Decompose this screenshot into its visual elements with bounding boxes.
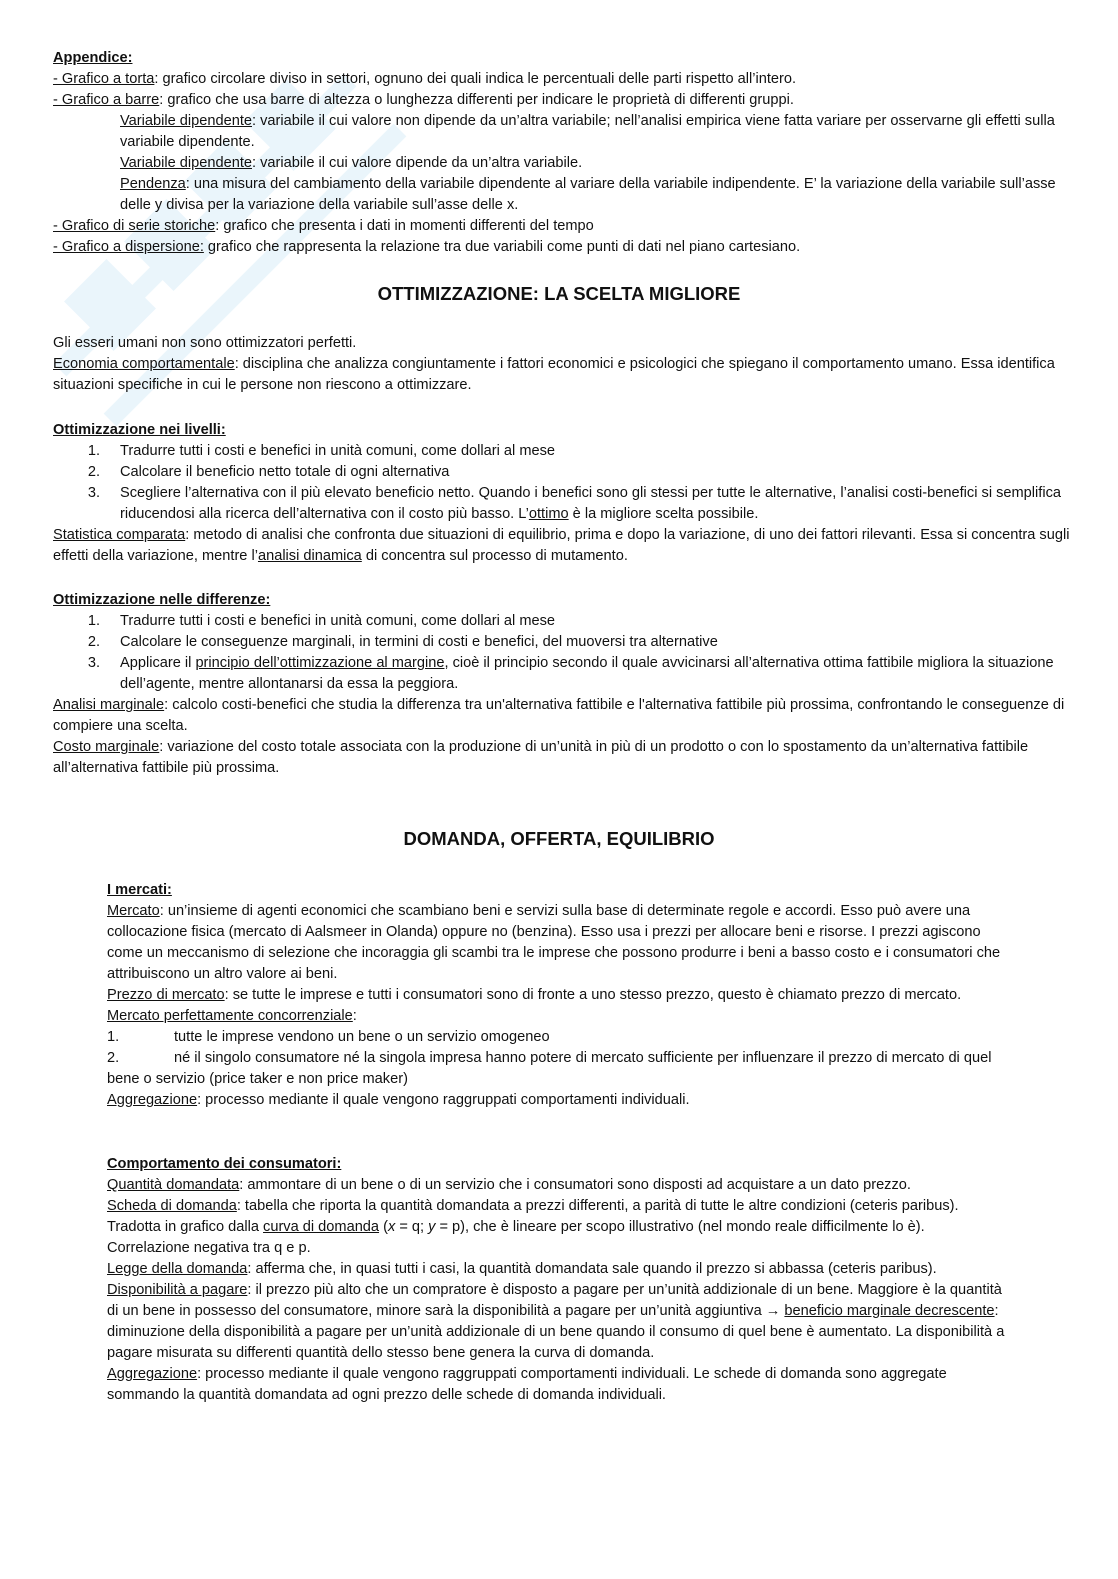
def-aggregazione-2: Aggregazione: processo mediante il quale vengono raggruppati comportamenti individuali. Le schede di domanda sono aggregate sommando la quantità domandata ad ogni prezzo delle schede di domanda individuali. xyxy=(107,1366,947,1403)
def-variabile-dipendente: Variabile dipendente: variabile il cui valore dipende da un’altra variabile. xyxy=(120,155,583,171)
ottimizzazione-livelli xyxy=(53,420,1073,567)
def-pendenza: Pendenza: una misura del cambiamento della variabile dipendente al variare della variabile indipendente. E’ la variazione della variabile sull’asse delle y divisa per la variazione della variabile sull’asse delle x. xyxy=(120,176,1056,213)
consumatori-section xyxy=(107,1154,1007,1406)
list-item: 3. Scegliere l’alternativa con il più elevato beneficio netto. Quando i benefici sono gli stessi per tutte le alternative, l’analisi costi-benefici si semplifica riducendosi alla ricerca dell’alternativa con il costo più basso. L’ottimo è la migliore scelta possibile. xyxy=(87,485,1061,522)
def-analisi-marginale: Analisi marginale: calcolo costi-benefici che studia la differenza tra un'alternativa fattibile e l'alternativa fattibile più prossima, confrontando le conseguenze di compiere una scelta. xyxy=(53,697,1065,734)
list-item: 2. né il singolo consumatore né la singola impresa hanno potere di mercato sufficiente per influenzare il prezzo di mercato di quel bene o servizio (price taker e non price maker) xyxy=(107,1050,992,1087)
list-item: 2. Calcolare le conseguenze marginali, in termini di costi e benefici, del muoversi tra alternative xyxy=(87,634,718,650)
def-costo-marginale: Costo marginale: variazione del costo totale associata con la produzione di un’unità in più di un prodotto o con lo spostamento da un’alternativa fattibile all’alternativa fattibile più prossima. xyxy=(53,739,1029,776)
differenze-heading: Ottimizzazione nelle differenze: xyxy=(53,592,271,608)
mercati-section xyxy=(107,880,1007,1111)
section-title-domanda: DOMANDA, OFFERTA, EQUILIBRIO xyxy=(403,828,715,849)
list-item: 2. Calcolare il beneficio netto totale di ogni alternativa xyxy=(87,464,450,480)
list-item: 1. Tradurre tutti i costi e benefici in unità comuni, come dollari al mese xyxy=(87,443,556,459)
list-item: 1. Tradurre tutti i costi e benefici in unità comuni, come dollari al mese xyxy=(87,613,556,629)
intro-text: Gli esseri umani non sono ottimizzatori perfetti. xyxy=(53,335,357,351)
def-legge-domanda: Legge della domanda: afferma che, in quasi tutti i casi, la quantità domandata sale quando il prezzo si abbassa (ceteris paribus). xyxy=(107,1261,937,1277)
def-grafico-barre: - Grafico a barre: grafico che usa barre di altezza o lunghezza differenti per indicare le proprietà di differenti gruppi. xyxy=(53,92,794,108)
list-item: 1. tutte le imprese vendono un bene o un servizio omogeneo xyxy=(107,1029,550,1045)
ottimizzazione-intro xyxy=(53,333,1073,396)
mercati-heading: I mercati: xyxy=(107,882,172,898)
def-variabile-indipendente: Variabile dipendente: variabile il cui valore non dipende da un’altra variabile; nell’analisi empirica viene fatta variare per osservarne gli effetti sulla variabile dipendente. xyxy=(120,113,1055,150)
def-economia-comportamentale: Economia comportamentale: disciplina che analizza congiuntamente i fattori economici e psicologici che spiegano il comportamento umano. Essa identifica situazioni specifiche in cui le persone non riescono a ottimizzare. xyxy=(53,356,1055,393)
def-mercato: Mercato: un’insieme di agenti economici che scambiano beni e servizi sulla base di determinate regole e accordi. Esso può avere una collocazione fisica (mercato di Aalsmeer in Olanda) oppure no (benzina). Esso usa i prezzi per allocare beni e risorse. I prezzi agiscono come un meccanismo di selezione che incoraggia gli scambi tra le imprese che possono produrre i beni a basso costo e i consumatori che attribuiscono un altro valore ai beni. xyxy=(107,903,1001,982)
ottimizzazione-differenze xyxy=(53,590,1073,779)
def-serie-storiche: - Grafico di serie storiche: grafico che presenta i dati in momenti differenti del tempo xyxy=(53,218,594,234)
def-quantita-domandata: Quantità domandata: ammontare di un bene o di un servizio che i consumatori sono disposti ad acquistare a un dato prezzo. xyxy=(107,1177,911,1193)
list-item: 3. Applicare il principio dell’ottimizzazione al margine, cioè il principio secondo il quale avvicinarsi all’alternativa ottima fattibile migliora la situazione dell’agente, mentre allontanarsi da essa la peggiora. xyxy=(87,655,1054,692)
consumatori-heading: Comportamento dei consumatori: xyxy=(107,1156,342,1172)
section-title-ottimizzazione: OTTIMIZZAZIONE: LA SCELTA MIGLIORE xyxy=(377,283,741,304)
def-scheda-domanda: Scheda di domanda: tabella che riporta la quantità domandata a prezzi differenti, a parità di tutte le altre condizioni (ceteris paribus). Tradotta in grafico dalla curva di domanda (x = q; y = p), che è lineare per scopo illustrativo (nel mondo reale difficilmente lo è). Correlazione negativa tra q e p. xyxy=(107,1198,959,1256)
def-dispersione: - Grafico a dispersione: grafico che rappresenta la relazione tra due variabili come punti di dati nel piano cartesiano. xyxy=(53,239,801,255)
appendice-section xyxy=(53,48,1073,258)
def-mercato-concorrenziale: Mercato perfettamente concorrenziale: xyxy=(107,1008,357,1024)
appendice-heading: Appendice: xyxy=(53,50,133,66)
def-prezzo-mercato: Prezzo di mercato: se tutte le imprese e tutti i consumatori sono di fronte a uno stesso prezzo, questo è chiamato prezzo di mercato. xyxy=(107,987,962,1003)
def-aggregazione: Aggregazione: processo mediante il quale vengono raggruppati comportamenti individuali. xyxy=(107,1092,690,1108)
livelli-heading: Ottimizzazione nei livelli: xyxy=(53,422,226,438)
def-disponibilita-pagare: Disponibilità a pagare: il prezzo più alto che un compratore è disposto a pagare per un’unità addizionale di un bene. Maggiore è la quantità di un bene in possesso del consumatore, minore sarà la disponibilità a pagare per un’unità aggiuntiva → beneficio marginale decrescente: diminuzione della disponibilità a pagare per un’unità addizionale di un bene quando il consumo di quel bene è aumentato. La disponibilità a pagare misurata su differenti quantità dello stesso bene genera la curva di domanda. xyxy=(107,1282,1005,1361)
def-grafico-torta: - Grafico a torta: grafico circolare diviso in settori, ognuno dei quali indica le percentuali delle parti rispetto all’intero. xyxy=(53,71,797,87)
def-statistica-comparata: Statistica comparata: metodo di analisi che confronta due situazioni di equilibrio, prima e dopo la variazione, di uno dei fattori rilevanti. Essa si concentra sugli effetti della variazione, mentre l’analisi dinamica di concentra sul processo di mutamento. xyxy=(53,527,1070,564)
